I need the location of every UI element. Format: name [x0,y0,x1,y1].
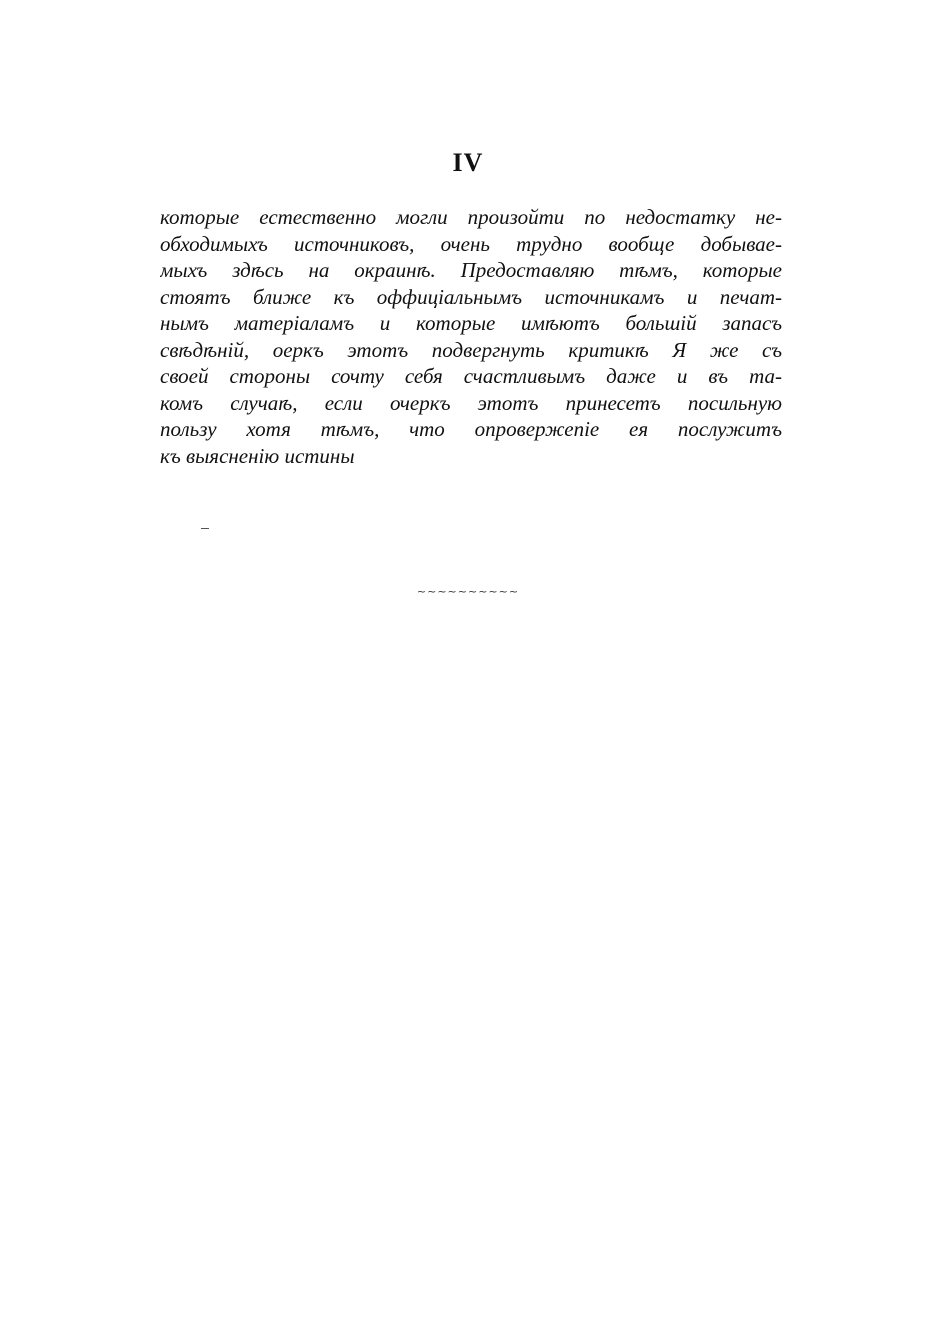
page-number: IV [452,148,484,177]
text-line: къ выясненію истины [160,443,355,468]
text-line: своей стороны сочту себя счастливымъ даже и въ та- [160,364,782,388]
text-line: которые естественно могли произойти по недостатку не- [160,205,782,229]
ornament-divider: ~~~~~~~~~~ [416,585,520,598]
text-line: пользу хотя тѣмъ, что опровержепіе ея послужитъ [160,417,782,441]
text-line: обходимыхъ источниковъ, очень трудно вообще добывае- [160,231,782,256]
text-line: стоятъ ближе къ оффиціальнымъ источникамъ и печат- [160,284,782,309]
text-line: нымъ матеріаламъ и которые имѣютъ большій запасъ [160,311,782,335]
text-line: мыхъ здѣсь на окраинѣ. Предоставляю тѣмъ, которые [160,258,782,282]
body-text [160,204,782,469]
text-line: свѣдѣній, оеркъ этотъ подвергнуть критикѣ Я же съ [160,337,782,362]
text-line: комъ случаѣ, если очеркъ этотъ принесетъ посильную [160,390,782,415]
stray-mark [201,528,209,529]
